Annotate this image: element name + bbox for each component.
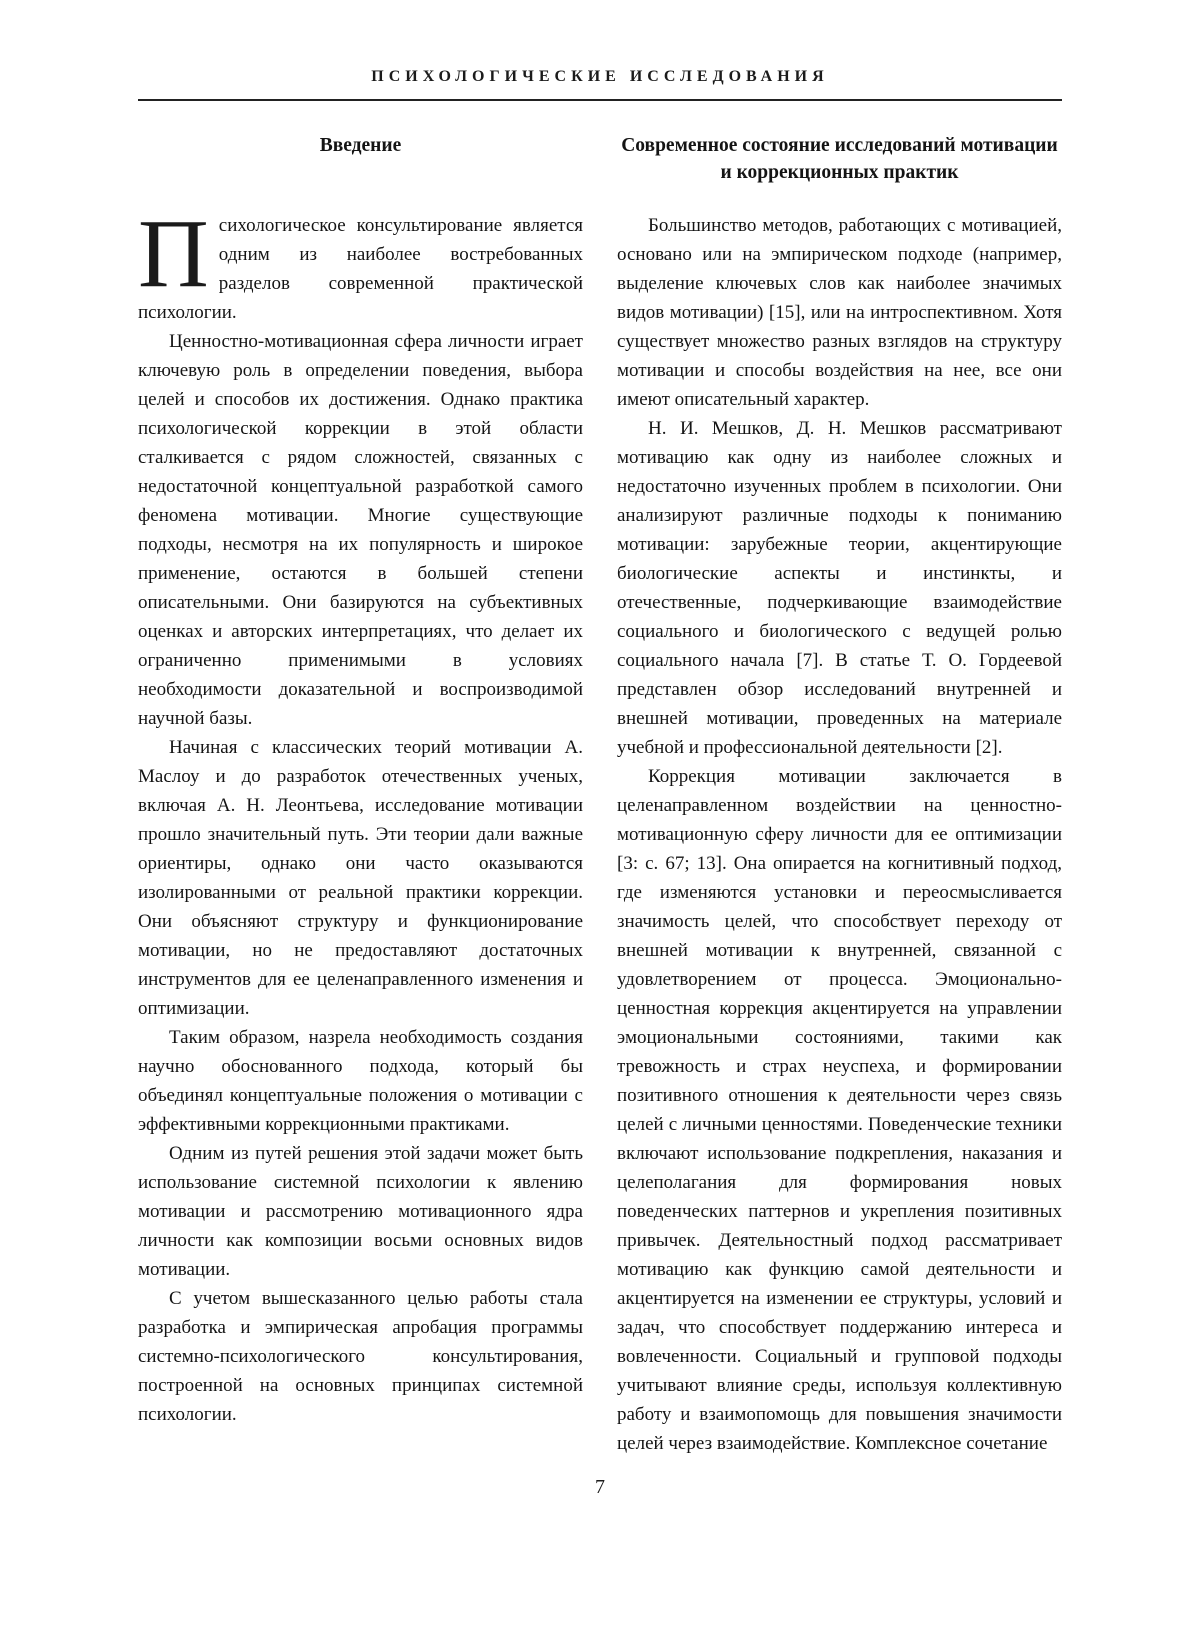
page-content (138, 0, 1062, 1458)
paragraph: Большинство методов, работающих с мотивацией, основано или на эмпирическом подходе (например, выделение ключевых слов как наиболее значимых видов мотивации) [15], или на интроспективном. Хотя существует множество разных взглядов на структуру мотивации и способы воздействия на нее, все они имеют описательный характер. (617, 215, 1062, 410)
section-heading-introduction: Введение (319, 135, 402, 156)
paragraph: Н. И. Мешков, Д. Н. Мешков рассматривают мотивацию как одну из наиболее сложных и недостаточно изученных проблем в психологии. Они анализируют различные подходы к пониманию мотивации: зарубежные теории, акцентирующие биологические аспекты и инстинкты, и отечественные, подчеркивающие взаимодействие социального и биологического с ведущей ролью социального начала [7]. В статье Т. О. Гордеевой представлен обзор исследований внутренней и внешней мотивации, проведенных на материале учебной и профессиональной деятельности [2]. (617, 418, 1062, 758)
left-column (138, 132, 583, 1458)
paragraph: Начиная с классических теорий мотивации А. Маслоу и до разработок отечественных ученых, включая А. Н. Леонтьева, исследование мотивации прошло значительный путь. Эти теории дали важные ориентиры, однако они часто оказываются изолированными от реальной практики коррекции. Они объясняют структуру и функционирование мотивации, но не предоставляют достаточных инструментов для ее целенаправленного изменения и оптимизации. (138, 737, 583, 1019)
paragraph: Ценностно-мотивационная сфера личности играет ключевую роль в определении поведения, выбора целей и способов их достижения. Однако практика психологической коррекции в этой области сталкивается с рядом сложностей, связанных с недостаточной концептуальной разработкой самого феномена мотивации. Многие существующие подходы, несмотря на их популярность и широкое применение, остаются в большей степени описательными. Они базируются на субъективных оценках и авторских интерпретациях, что делает их ограниченно применимыми в условиях необходимости доказательной и воспроизводимой научной базы. (138, 331, 583, 729)
paragraph: С учетом вышесказанного целью работы стала разработка и эмпирическая апробация программы системно-психологического консультирования, построенной на основных принципах системной психологии. (138, 1288, 583, 1425)
page-number: 7 (595, 1476, 605, 1498)
dropcap-letter: П (138, 200, 209, 308)
running-title: ПСИХОЛОГИЧЕСКИЕ ИССЛЕДОВАНИЯ (371, 68, 829, 85)
header-rule (138, 99, 1062, 101)
paragraph: Коррекция мотивации заключается в целенаправленном воздействии на ценностно-мотивационную сферу личности для ее оптимизации [3: с. 67; 13]. Она опирается на когнитивный подход, где изменяются установки и переосмысливается значимость целей, что способствует переходу от внешней мотивации к внутренней, связанной с удовлетворением от процесса. Эмоционально-ценностная коррекция акцентируется на управлении эмоциональными состояниями, такими как тревожность и страх неуспеха, и формировании позитивного отношения к деятельности через связь целей с личными ценностями. Поведенческие техники включают использование подкрепления, наказания и целеполагания для формирования новых поведенческих паттернов и укрепления позитивных привычек. Деятельностный подход рассматривает мотивацию как функцию самой деятельности и акцентируется на изменении ее структуры, условий и задач, что способствует поддержанию интереса и вовлеченности. Социальный и групповой подходы учитывают влияние среды, используя коллективную работу и взаимопомощь для повышения значимости целей через взаимодействие. Комплексное сочетание (617, 766, 1062, 1454)
right-column (617, 132, 1062, 1458)
paragraph: Одним из путей решения этой задачи может быть использование системной психологии к явлению мотивации и рассмотрению мотивационного ядра личности как композиции восьми основных видов мотивации. (138, 1143, 583, 1280)
paragraph (138, 200, 583, 327)
paragraph-text: сихологическое консультирование является одним из наиболее востребованных разделов современной практической психологии. (138, 215, 583, 323)
paragraph: Таким образом, назрела необходимость создания научно обоснованного подхода, который бы объединял концептуальные положения о мотивации с эффективными коррекционными практиками. (138, 1027, 583, 1135)
two-column-body (138, 132, 1062, 1458)
section-heading-current-state: Современное состояние исследований мотивации и коррекционных практик (621, 135, 1058, 183)
